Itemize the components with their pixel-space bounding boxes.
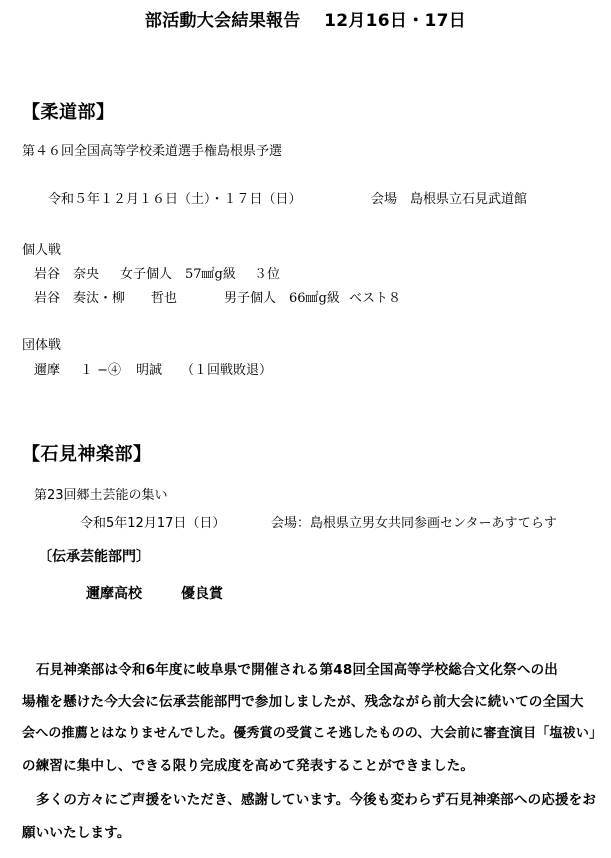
- judo-individual-event-1: 女子個人 57㎟g級: [120, 267, 236, 282]
- judo-individual-event-2: 男子個人 66㎟g級: [224, 291, 340, 306]
- judo-individual-result-1: ３位: [254, 267, 281, 282]
- judo-tournament-name: 第４６回全国高等学校柔道選手権島根県予選: [22, 144, 283, 159]
- kagura-school: 邇摩高校: [86, 586, 142, 602]
- report-line-1: 石見神楽部は令和6年度に岐阜県で開催される第48回全国高等学校総合文化祭への出: [36, 662, 558, 678]
- judo-section-heading: 【柔道部】: [22, 102, 115, 123]
- judo-individual-label: 個人戦: [22, 243, 62, 258]
- judo-date: 令和５年１２月１６日（土）・１７日（日）: [48, 192, 302, 207]
- kagura-event-name: 第23回郷土芸能の集い: [34, 488, 168, 503]
- judo-team-label: 団体戦: [22, 338, 62, 353]
- report-line-2: 場権を懸けた今大会に伝承芸能部門で参加しましたが、残念ながら前大会に続いての全国大: [22, 694, 584, 710]
- kagura-section-heading: 【石見神楽部】: [22, 444, 152, 465]
- report-line-5: 多くの方々にご声援をいただき、感謝しています。今後も変わらず石見神楽部への応援をお: [36, 792, 597, 808]
- report-line-4: の練習に集中し、できる限り完成度を高めて発表することができました。: [22, 758, 475, 774]
- kagura-award: 優良賞: [181, 586, 223, 602]
- kagura-venue: 会場：島根県立男女共同参画センターあすてらす: [271, 516, 557, 531]
- judo-venue: 会場 島根県立石見武道館: [371, 192, 528, 207]
- judo-team-name: 邇摩: [34, 363, 61, 378]
- judo-individual-name-2: 岩谷 奏汰・柳 哲也: [34, 291, 178, 306]
- report-line-3: 会への推薦とはなりませんでした。優秀賞の受賞こそ逃したものの、大会前に審査演目「塩祓い」: [22, 726, 603, 741]
- page-title: 部活動大会結果報告 12月16日・17日: [144, 11, 467, 31]
- judo-individual-name-1: 岩谷 奈央: [34, 267, 100, 282]
- judo-team-score: １ −④: [80, 363, 122, 378]
- kagura-date: 令和5年12月17日（日）: [80, 516, 226, 531]
- report-line-6: 願いいたします。: [22, 825, 131, 841]
- kagura-category: 〔伝承芸能部門〕: [38, 549, 150, 565]
- judo-team-opponent: 明誠: [136, 363, 163, 378]
- judo-team-note: （１回戦敗退）: [181, 363, 273, 378]
- judo-individual-result-2: ベスト８: [349, 291, 402, 306]
